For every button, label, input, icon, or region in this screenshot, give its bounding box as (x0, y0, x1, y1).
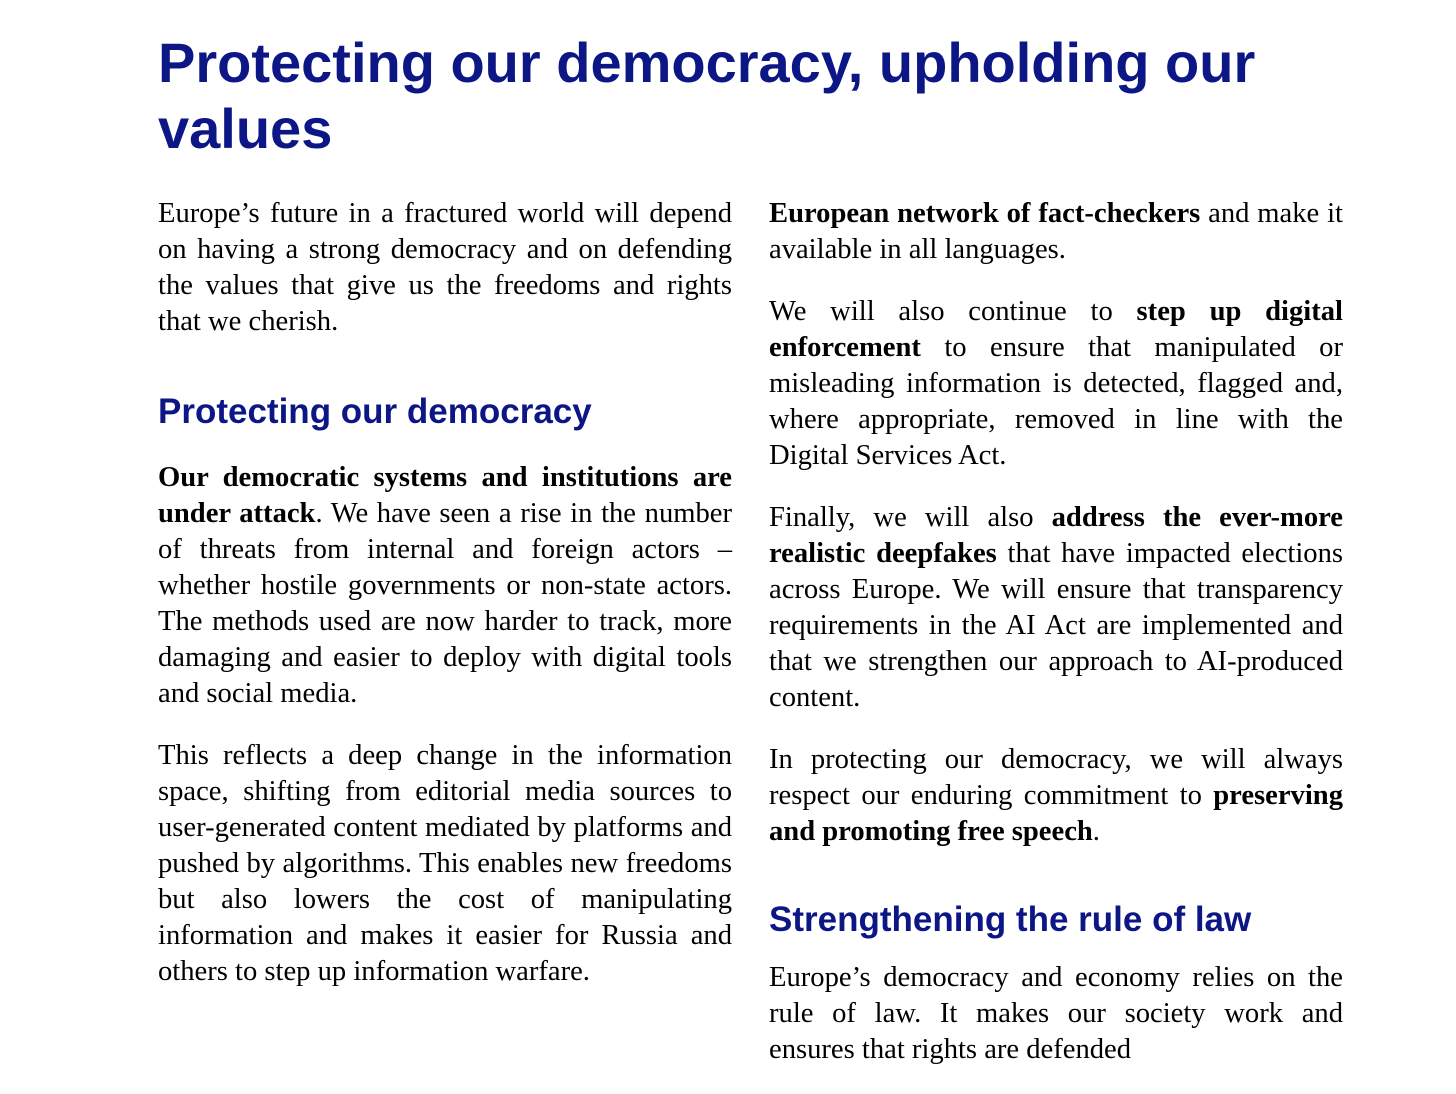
deepfakes-text: that have impacted elections across Europe. We will ensure that transparency requirements in the AI Act are implemented and that we strengthen our approach to AI-produced content. (769, 538, 1343, 713)
left-column (158, 196, 732, 1016)
right-column (769, 196, 1343, 1094)
threats-text: . We have seen a rise in the number of threats from internal and foreign actors – whether hostile governments or non-state actors. The methods used are now harder to track, more damaging and easier to deploy with digital tools and social media. (158, 498, 732, 709)
rule-of-law-paragraph: Europe’s democracy and economy relies on the rule of law. It makes our society work and ensures that rights are defended (769, 962, 1343, 1065)
section-heading-protecting-democracy: Protecting our democracy (158, 392, 592, 431)
free-speech-paragraph (769, 742, 1343, 850)
digital-enforcement-text: to ensure that manipulated or misleading information is detected, flagged and, where appropriate, removed in line with the Digital Services Act. (769, 332, 1343, 471)
intro-paragraph: Europe’s future in a fractured world will depend on having a strong democracy and on defending the values that give us the freedoms and rights that we cherish. (158, 198, 732, 337)
digital-enforcement-paragraph (769, 294, 1343, 474)
deepfakes-bold: address the ever-more realistic deepfakes (769, 502, 1343, 569)
page-title: Protecting our democracy, upholding our values (158, 31, 1256, 160)
threats-paragraph (158, 460, 732, 712)
information-space-paragraph: This reflects a deep change in the information space, shifting from editorial media sources to user-generated content mediated by platforms and pushed by algorithms. This enables new freedoms but also lowers the cost of manipulating information and makes it easier for Russia and others to step up information warfare. (158, 740, 732, 987)
digital-enforcement-bold: step up digital enforcement (769, 296, 1344, 363)
deepfakes-paragraph (769, 500, 1343, 716)
threats-bold-lead: Our democratic systems and institutions are under attack (158, 462, 732, 529)
free-speech-end: . (1092, 816, 1100, 847)
fact-checkers-paragraph (769, 196, 1343, 268)
fact-checkers-text: and make it available in all languages. (769, 198, 1343, 265)
free-speech-bold: preserving and promoting free speech (769, 780, 1343, 847)
free-speech-lead: In protecting our democracy, we will always respect our enduring commitment to (769, 744, 1343, 811)
fact-checkers-bold: European network of fact-checkers (769, 198, 1201, 229)
digital-enforcement-lead: We will also continue to (769, 296, 1137, 327)
section-heading-rule-of-law: Strengthening the rule of law (769, 900, 1252, 939)
deepfakes-lead: Finally, we will also (769, 502, 1052, 533)
